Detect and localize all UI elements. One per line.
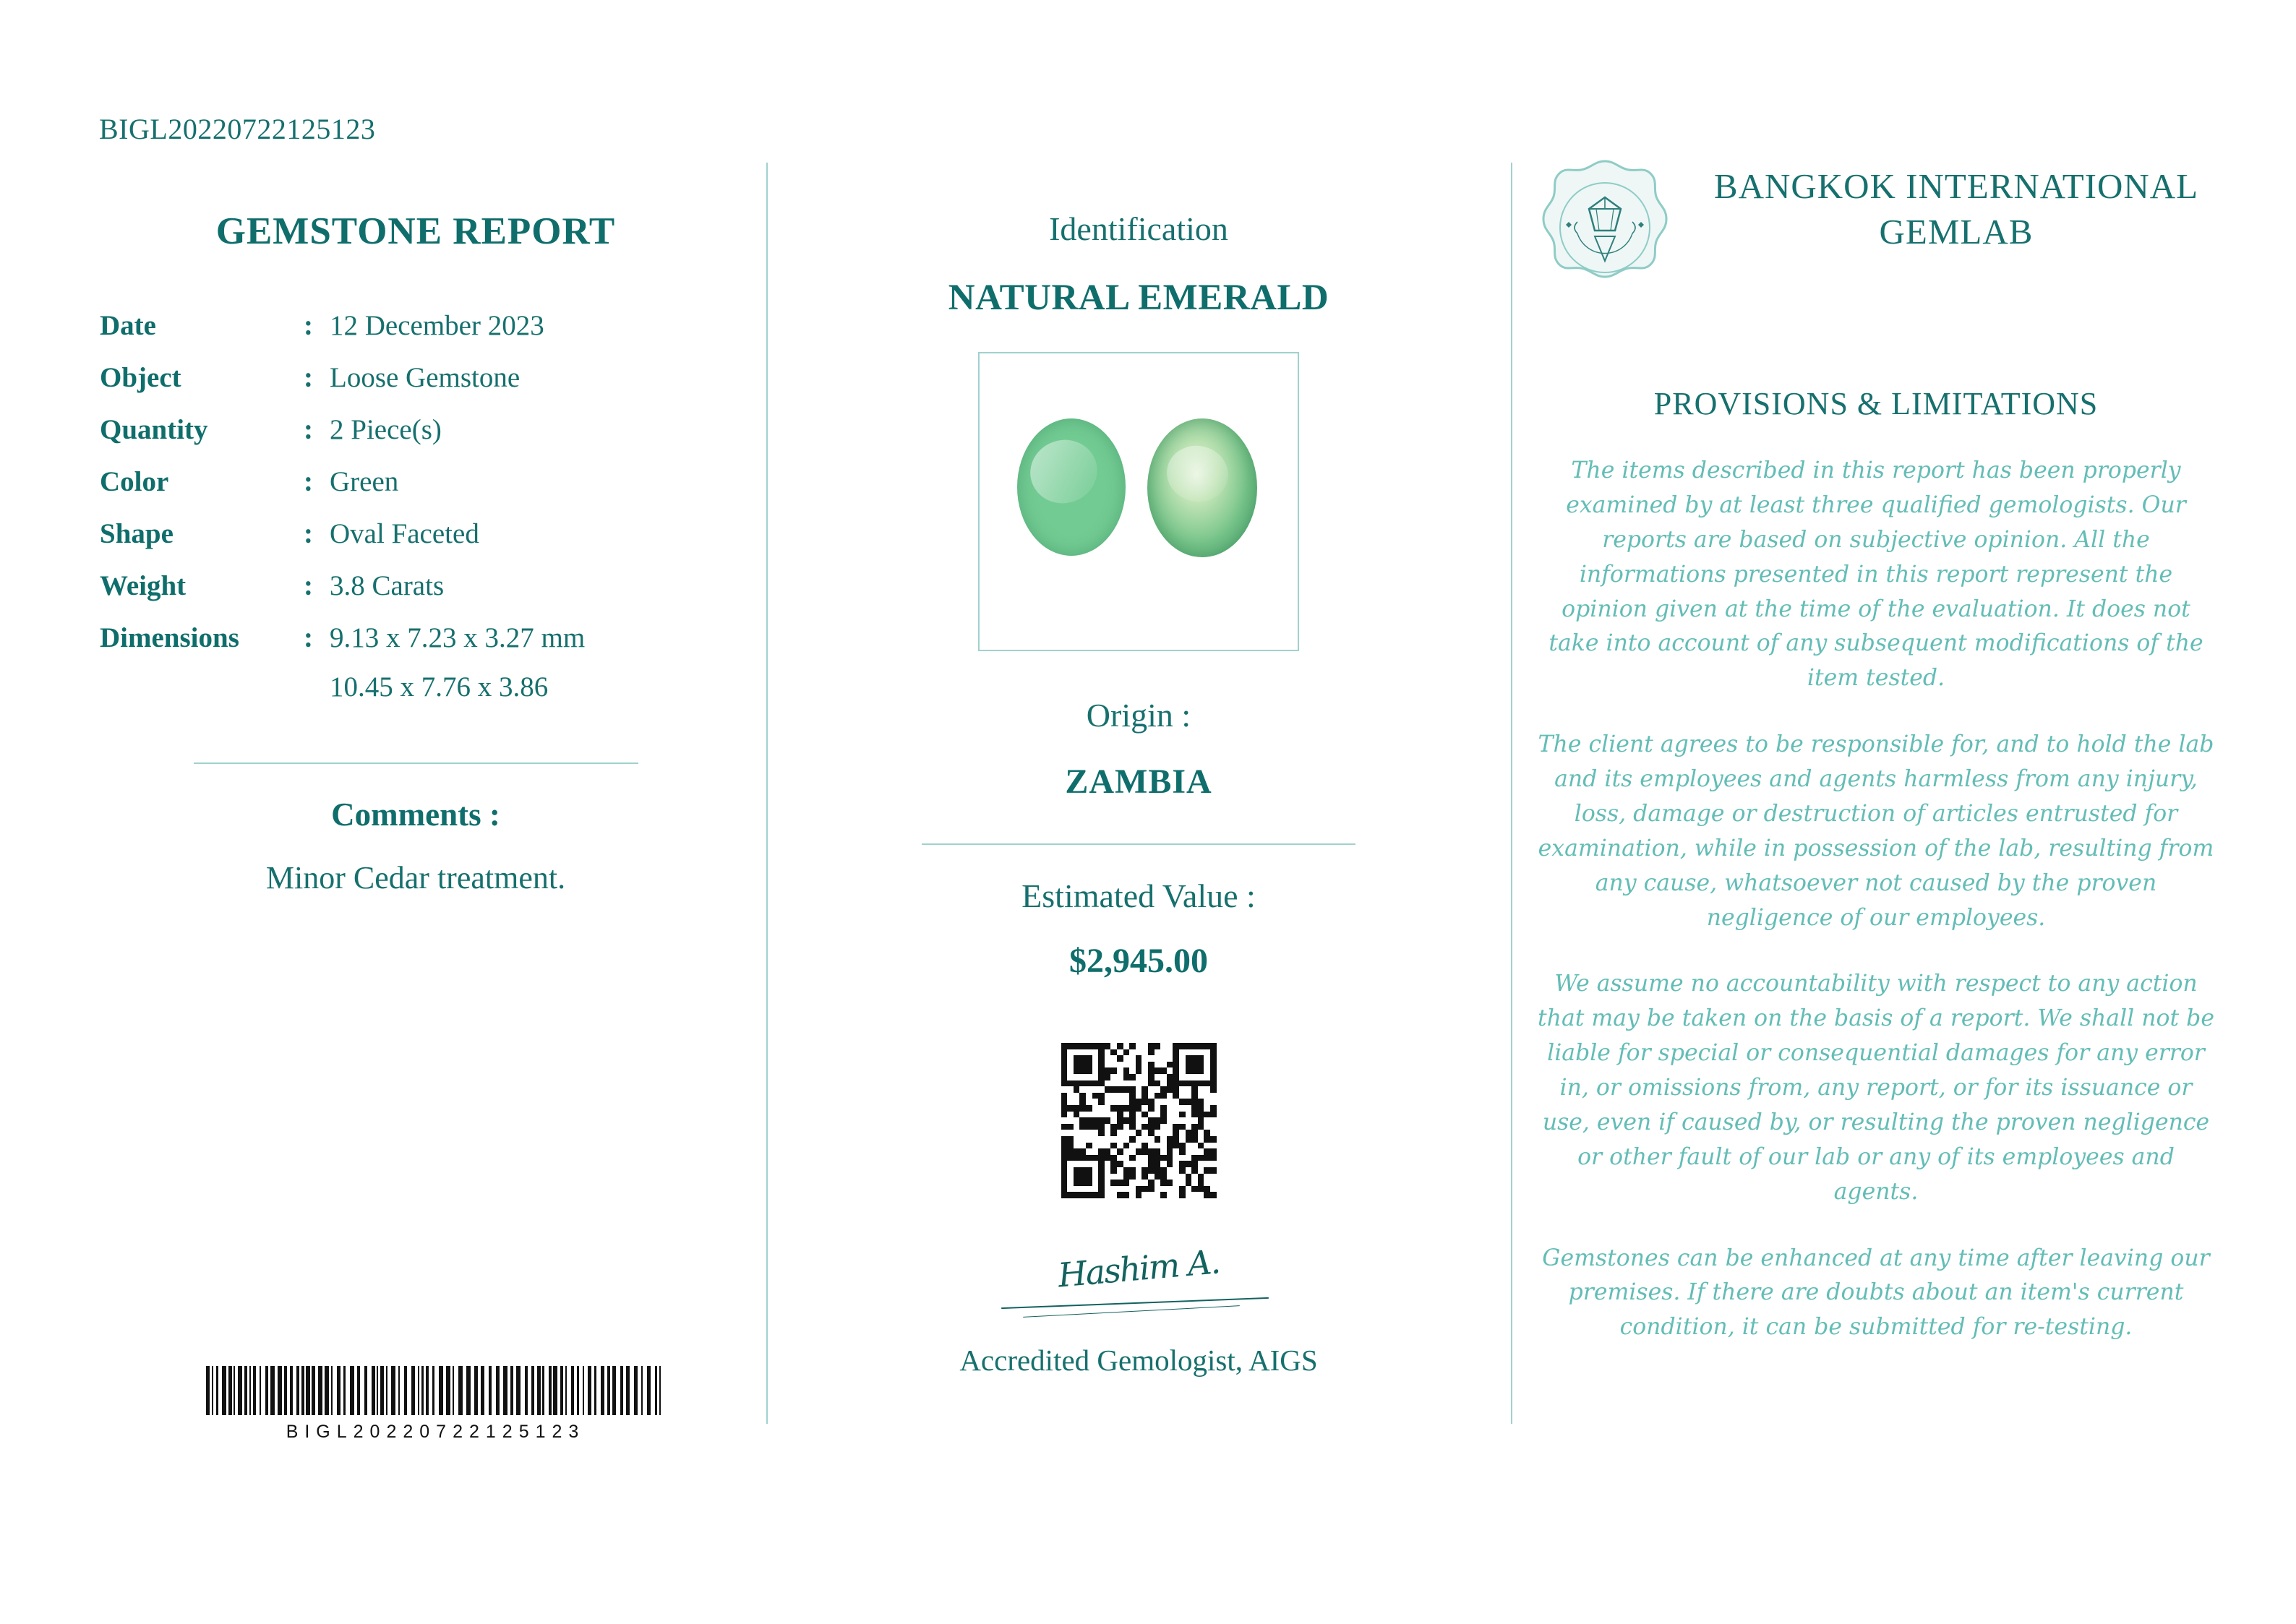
spec-label: Color (100, 466, 169, 497)
identification-value: NATURAL EMERALD (948, 278, 1329, 318)
vertical-divider-right (1511, 163, 1512, 1424)
spec-colon: : (304, 570, 313, 601)
spec-label: Dimensions (100, 622, 239, 653)
signature-underline (1001, 1297, 1269, 1309)
left-column (87, 210, 745, 896)
section-divider (922, 843, 1355, 845)
gemstone-oval-2 (1147, 418, 1257, 557)
provisions-paragraph-3: We assume no accountability with respect to any action that may be taken on the basis of a report. We shall not be liable for special or consequential damages for any error in, or omissions from, any report, or for its issuance or use, even if caused by, or resulting the proven negligence or other fault of our lab or any of its employees and agents. (1538, 971, 2214, 1205)
signature (994, 1242, 1283, 1328)
barcode-image (206, 1366, 665, 1415)
spec-label: Weight (100, 570, 187, 601)
spec-value: 9.13 x 7.23 x 3.27 mm (330, 622, 586, 653)
spec-row-shape (87, 517, 745, 550)
estimated-value-label: Estimated Value : (1021, 877, 1256, 914)
report-number: BIGL20220722125123 (99, 113, 376, 145)
spec-value: Oval Faceted (330, 518, 479, 549)
comments-title: Comments : (331, 796, 500, 833)
spec-value: 2 Piece(s) (330, 414, 442, 445)
gemlab-logo-icon (1533, 155, 1677, 300)
center-column (788, 210, 1489, 1378)
spec-label: Shape (100, 518, 174, 549)
spec-label: Date (100, 310, 156, 341)
signature-underline-secondary (1023, 1305, 1240, 1318)
origin-value: ZAMBIA (1065, 762, 1212, 801)
gemstone-photo (978, 352, 1299, 651)
provisions-paragraph-1: The items described in this report has been properly examined by at least three qualified gemologists. Our reports are based on subjective opinion. All the informations presented in this report represent the opinion given at the time of the evaluation. It does not take into account of any subsequent modifications of the item tested. (1548, 457, 2203, 692)
spec-row-quantity (87, 413, 745, 446)
right-column (1533, 155, 2219, 1345)
section-divider (194, 762, 638, 764)
spec-row-date (87, 309, 745, 342)
brand-header (1533, 155, 2219, 300)
estimated-value-amount: $2,945.00 (1069, 942, 1208, 980)
origin-label: Origin : (1086, 697, 1191, 734)
spec-colon: : (304, 622, 313, 653)
spec-value: Loose Gemstone (330, 362, 521, 393)
spec-row-weight (87, 570, 745, 602)
provisions-paragraph-2: The client agrees to be responsible for, and to hold the lab and its employees and agents harmless from any injury, loss, damage or destruction of articles entrusted for examination, while in possession of the lab, resulting from any cause, whatsoever not caused by the proven negligence of our employees. (1538, 731, 2214, 931)
provisions-paragraph-4: Gemstones can be enhanced at any time after leaving our premises. If there are doubts about an item's current condition, it can be submitted for re-testing. (1542, 1245, 2210, 1341)
spec-value: Green (330, 466, 399, 497)
spec-value: 3.8 Carats (330, 570, 445, 601)
qr-code[interactable] (1061, 1043, 1217, 1198)
identification-label: Identification (1049, 210, 1228, 247)
brand-name: BANGKOK INTERNATIONAL GEMLAB (1713, 166, 2199, 252)
spec-label: Quantity (100, 414, 208, 445)
barcode-block (206, 1366, 665, 1443)
vertical-divider-left (766, 163, 768, 1424)
signature-text: Hashim A. (1056, 1242, 1221, 1295)
spec-row-color (87, 465, 745, 498)
provisions-title: PROVISIONS & LIMITATIONS (1653, 386, 2099, 421)
spec-value: 12 December 2023 (330, 310, 544, 341)
dimensions-second-line: 10.45 x 7.76 x 3.86 (330, 671, 549, 703)
barcode-text: BIGL20220722125123 (286, 1422, 586, 1442)
comments-text: Minor Cedar treatment. (265, 860, 566, 895)
gemstone-oval-1 (1017, 418, 1126, 556)
spec-colon: : (304, 414, 313, 445)
spec-label: Object (100, 362, 181, 393)
spec-row-object (87, 361, 745, 394)
spec-colon: : (304, 466, 313, 497)
spec-colon: : (304, 518, 313, 549)
signature-caption: Accredited Gemologist, AIGS (959, 1344, 1318, 1377)
spec-colon: : (304, 362, 313, 393)
spec-row-dimensions (87, 622, 745, 654)
spec-colon: : (304, 310, 313, 341)
page-title: GEMSTONE REPORT (215, 210, 616, 252)
